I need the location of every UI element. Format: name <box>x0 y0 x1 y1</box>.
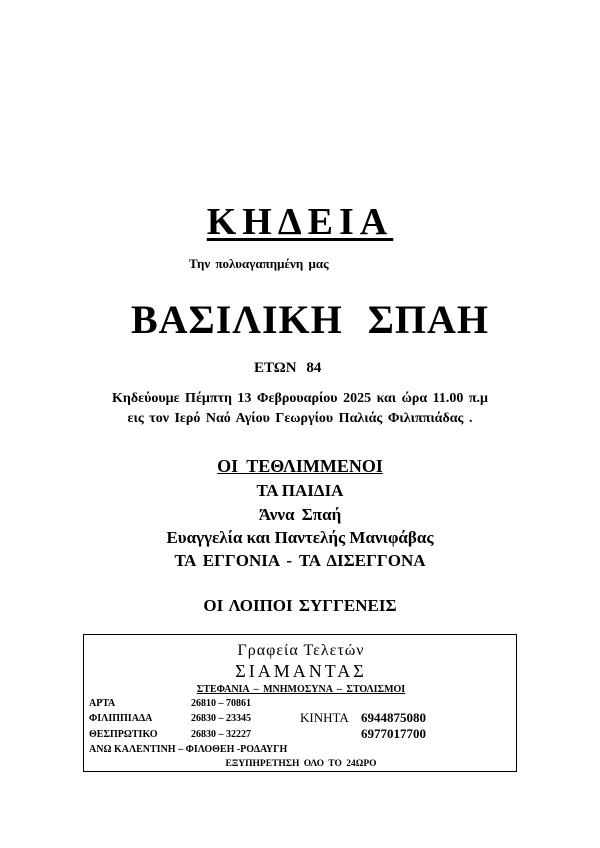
funeral-home-services: ΣΤΕΦΑΝΙΑ – ΜΝΗΜΟΣΥΝΑ – ΣΤΟΛΙΣΜΟΙ <box>196 684 406 695</box>
child-name-1: Άννα Σπαή <box>258 505 342 524</box>
funeral-home-box <box>83 634 517 772</box>
children-label: ΤΑ ΠΑΙΔΙΑ <box>256 481 344 500</box>
funeral-home-name: ΣΙΑΜΑΝΤΑΣ <box>235 661 367 681</box>
funeral-details-line-2: εις τον Ιερό Ναό Αγίου Γεωργίου Παλιάς Φιλιππιάδας . <box>127 411 473 426</box>
deceased-name: ΒΑΣΙΛΙΚΗ ΣΠΑΗ <box>130 297 489 342</box>
mobile-number-2: 6977017700 <box>361 726 426 741</box>
service-villages: ΑΝΩ ΚΑΛΕΝΤΙΝΗ – ΦΙΛΟΘΕΗ -ΡΟΔΑΥΓΗ <box>89 744 288 755</box>
child-name-2: Ευαγγελία και Παντελής Μανιφάβας <box>166 528 434 547</box>
office-place-arta: ΑΡΤΑ <box>89 698 116 709</box>
office-phone-filippiada: 26830 – 23345 <box>191 713 251 724</box>
office-phone-thesprotiko: 26830 – 32227 <box>191 729 251 740</box>
office-place-thesprotiko: ΘΕΣΠΡΩΤΙΚΟ <box>89 729 158 740</box>
office-phone-arta: 26810 – 70861 <box>191 698 251 709</box>
mourners-heading: ΟΙ ΤΕΘΛΙΜΜΕΝΟΙ <box>217 456 383 476</box>
office-place-filippiada: ΦΙΛΙΠΠΙΑΔΑ <box>89 713 153 724</box>
notice-title: ΚΗΔΕΙΑ <box>206 201 394 243</box>
funeral-home-label: Γραφεία Τελετών <box>237 642 365 659</box>
other-relatives-label: ΟΙ ΛΟΙΠΟΙ ΣΥΓΓΕΝΕΙΣ <box>203 596 397 615</box>
funeral-details-line-1: Κηδεύουμε Πέμπτη 13 Φεβρουαρίου 2025 και ώρα 11.00 π.μ <box>112 391 488 406</box>
deceased-age: ΕΤΩΝ 84 <box>254 360 322 376</box>
mobile-number-1: 6944875080 <box>361 710 426 725</box>
service-hours: ΕΞΥΠΗΡΕΤΗΣΗ ΟΛΟ ΤΟ 24ΩΡΟ <box>225 759 377 769</box>
grandchildren-label: ΤΑ ΕΓΓΟΝΙΑ - ΤΑ ΔΙΣΕΓΓΟΝΑ <box>174 551 426 570</box>
notice-intro: Την πολυαγαπημένη μας <box>189 256 329 271</box>
mobile-label: ΚΙΝΗΤΑ <box>300 710 349 725</box>
